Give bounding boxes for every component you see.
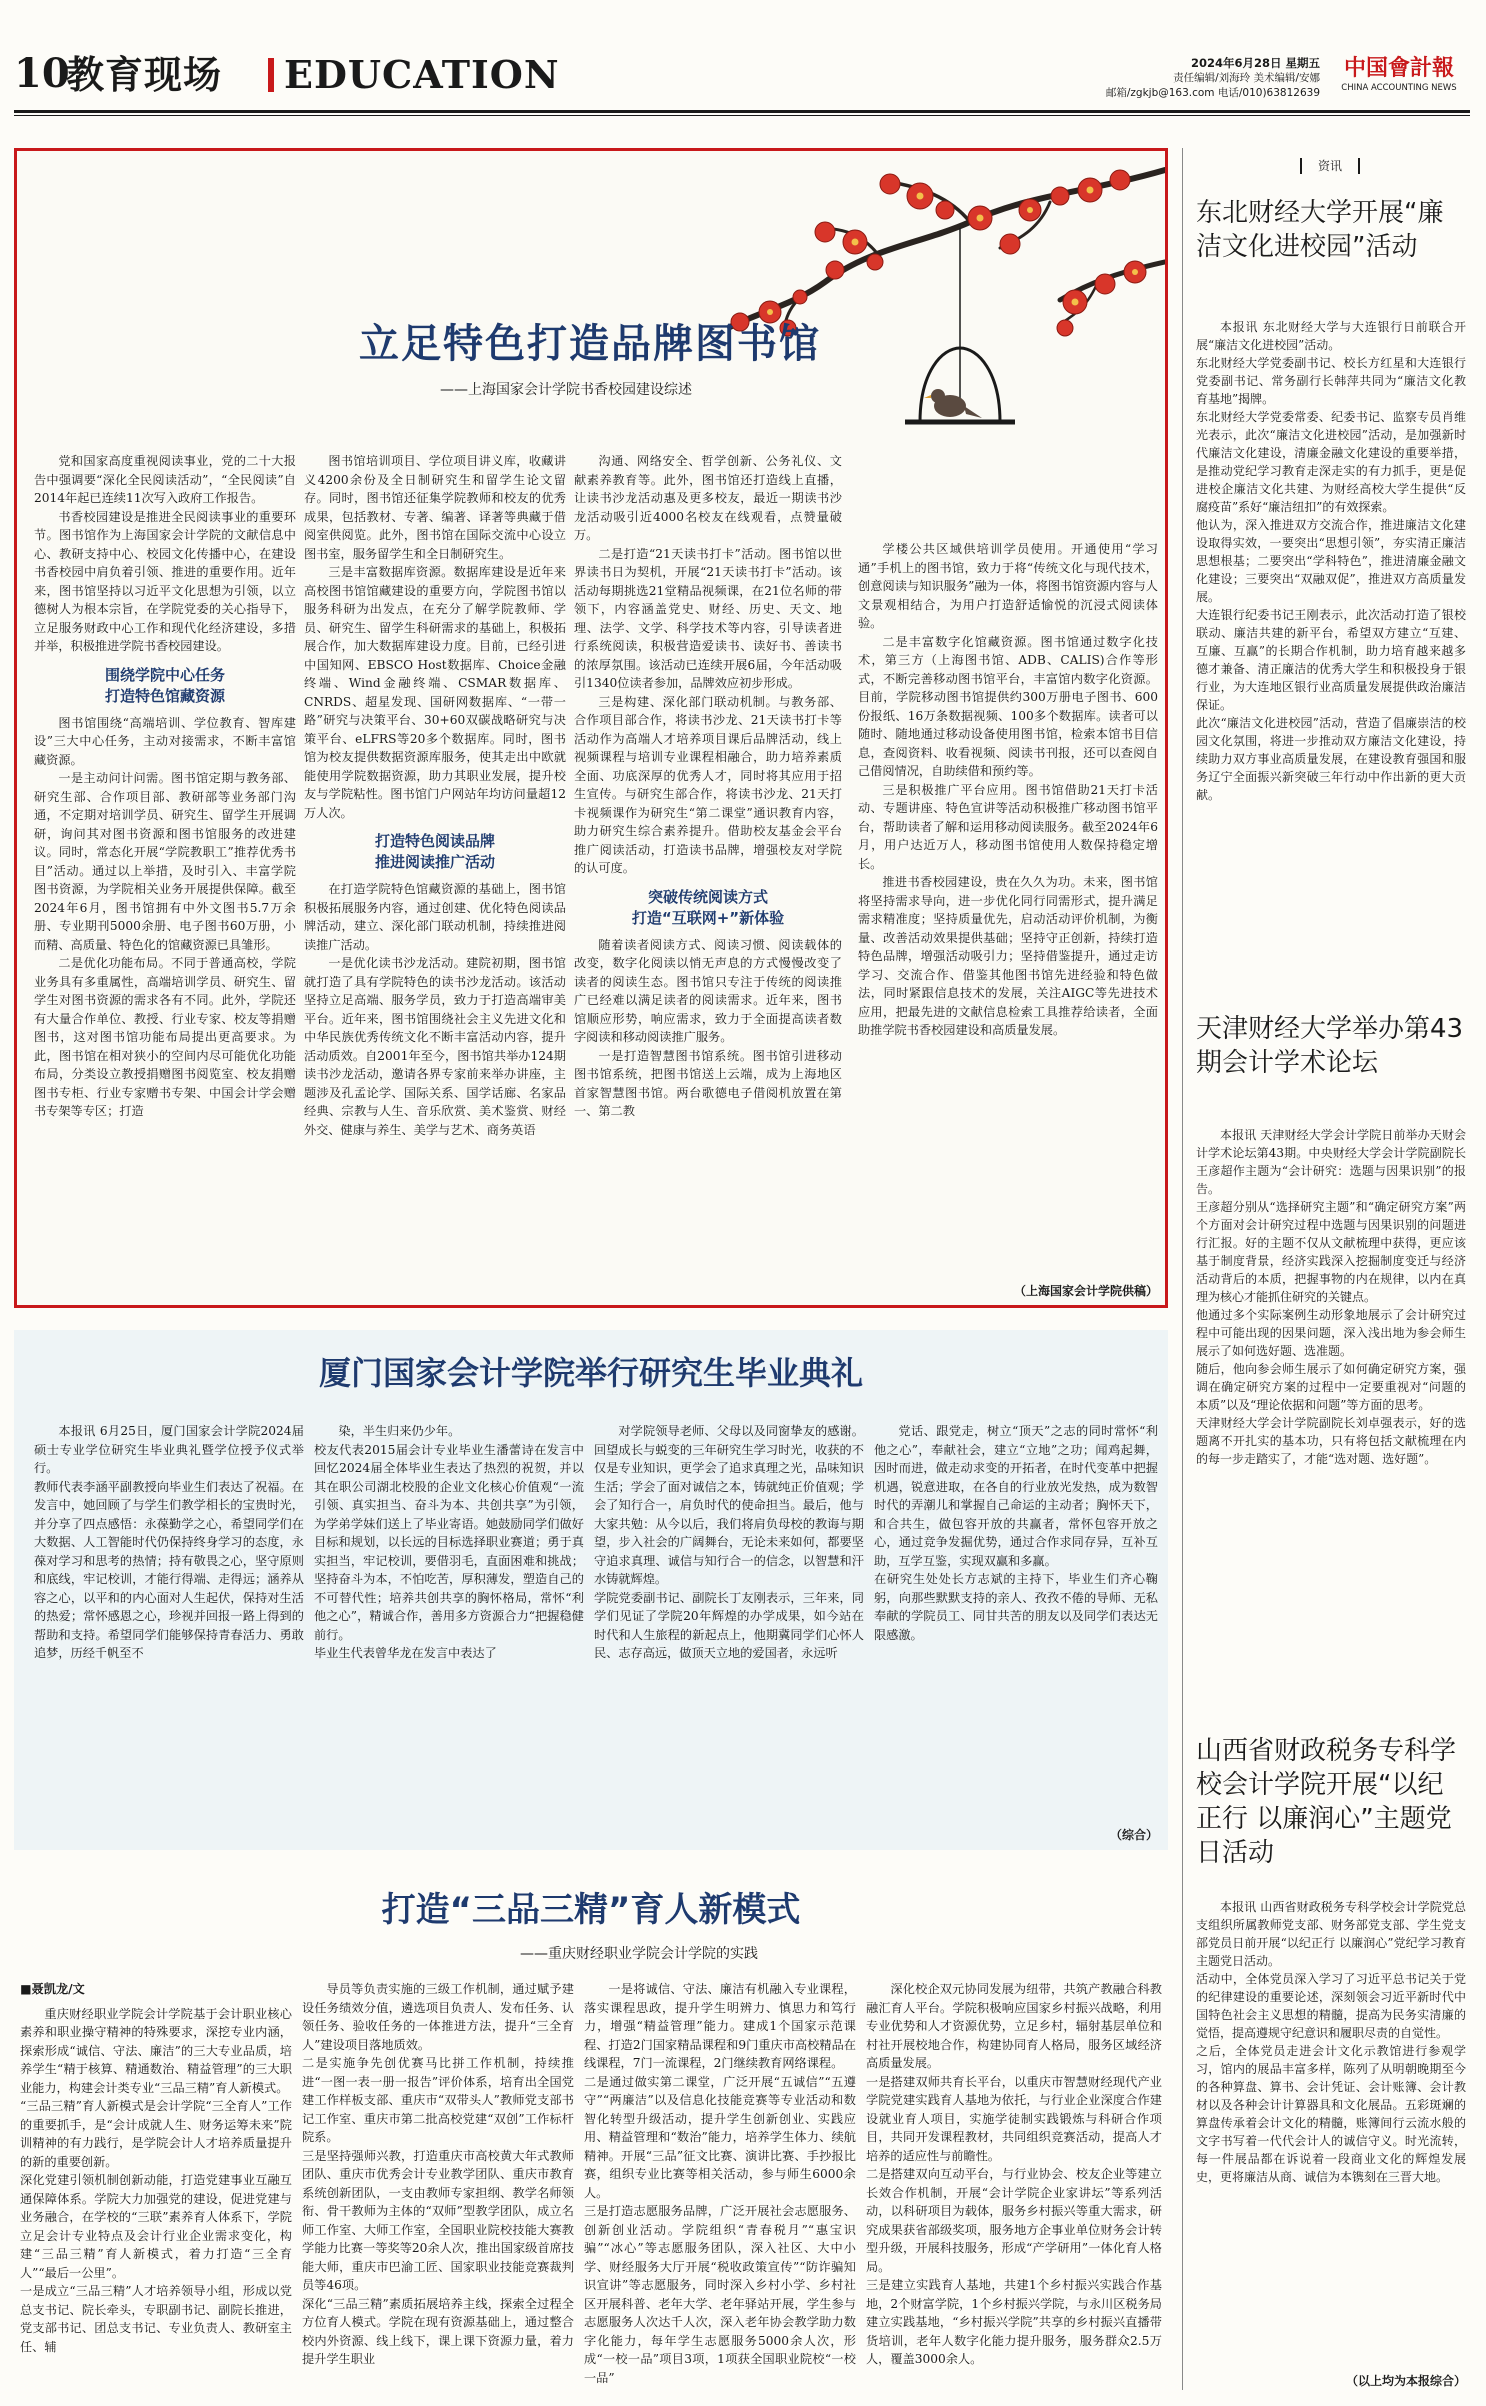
- feature-credit: （上海国家会计学院供稿）: [1013, 1284, 1158, 1298]
- paper-name-en: CHINA ACCOUNTING NEWS: [1341, 83, 1457, 93]
- section-title-cn: 教育现场: [66, 53, 223, 97]
- paragraph: 三是积极推广平台应用。图书馆借助21天打卡活动、专题讲座、特色宣讲等活动积极推广移动图书馆平台，帮助读者了解和运用移动阅读服务。截至2024年6月，用户达近万人，移动图书馆使用人数保持稳定增长。: [858, 782, 1158, 871]
- sidebar-news-3-body: 本报讯 山西省财政税务专科学校会计学院党总支组织所属教师党支部、财务部党支部、学生党支部党员日前开展“以纪正行 以廉润心”党纪学习教育主题党日活动。 活动中，全体党员深入学习了习近平总书记关于党的纪律建设的重要论述，深刻领会习近平新时代中国特色社会主义思想的精髓，提高为民务实清廉的觉悟，提高遵规守纪意识和履职尽责的自觉性。 之后，全体党员走进会计文化示教馆进行参观学习，馆内的展品丰富多样，陈列了从明朝晚期至今的各种算盘、算书、会计凭证、会计账簿、会计教材以及各种会计计算器具和文化展品。五彩斑斓的算盘传承着会计文化的精髓，账簿间行云流水般的文字书写着一代代会计人的诚信守义。时光流转，每一件展品都在诉说着一段商业文化的辉煌发展史，更将廉洁从商、诚信为本镌刻在三晋大地。: [1196, 1900, 1466, 2184]
- paragraph: 推进书香校园建设，贵在久久为功。未来，图书馆将坚持需求导向，进一步优化同行同需形式，提升满足需求精准度；坚持质量优先，启动活动评价机制，为衡量、改善活动效果提供基础；坚持守正创新，持续打造特色品牌，增强活动吸引力；坚持借鉴提升，通过走访学习、交流合作、借鉴其他图书馆先进经验和特色做法，同时紧跟信息技术的发展，关注AIGC等先进技术应用，把最先进的文献信息检索工具推荐给读者，全面助推学院书香校园建设和高质量发展。: [858, 875, 1158, 1037]
- sidebar-news-1-title: 东北财经大学开展“廉洁文化进校园”活动: [1196, 198, 1444, 262]
- bird: [924, 389, 982, 418]
- paragraph: 一是主动问计问需。图书馆定期与教务部、研究生部、合作项目部、教研部等业务部门沟通，不定期对培训学员、研究生、留学生开展调研，询问其对图书资源和图书馆服务的改进建议。同时，常态化开展“学院教职工”推荐优秀书目”活动。通过以上举措，及时引入、丰富学院图书资源，为学院相关业务开展提供保障。截至2024年6月，图书馆拥有中外文图书5.7万余册、专业期刊5000余册、电子图书60万册，小而精、高质量、特色化的馆藏资源已具雏形。: [34, 771, 296, 952]
- feature-column-3: [574, 452, 842, 1302]
- header-rule-thin: [14, 115, 1470, 116]
- paragraph: 一是优化读书沙龙活动。建院初期，图书馆就打造了具有学院特色的读书沙龙活动。该活动坚持立足高端、服务学员，致力于打造高端审美平台。近年来，图书馆围绕社会主义先进文化和中华民族优秀传统文化不断丰富活动内容，提升活动质效。自2001年至今，图书馆共举办124期读书沙龙活动，邀请各界专家前来举办讲座，主题涉及孔孟论学、国际关系、国学话廊、名家品经典、宗教与人生、音乐欣赏、美术鉴赏、财经外交、健康与养生、美学与艺术、商务英语: [304, 956, 566, 1137]
- birdcage-perch: [905, 228, 1015, 422]
- feature-column-2: [304, 452, 566, 1302]
- sidebar-news-3-title: 山西省财政税务专科学校会计学院开展“以纪正行 以廉润心”主题党日活动: [1196, 1736, 1457, 1868]
- xiamen-column-2: 染，半生归来仍少年。 校友代表2015届会计专业毕业生潘蕾诗在发言中回忆2024届全体毕业生表达了热烈的祝贺，并以其在职公司湖北校股的企业文化核心价值观“一流引领、真实担当、奋斗为本、共创共享”为引领，为学弟学妹们送上了毕业寄语。她鼓励同学们做好目标和规划，以长远的目标选择职业赛道；勇于真实担当，牢记校训，要借羽毛，直面困难和挑战；坚持奋斗为本，不怕吃苦，厚积薄发，塑造自己的不可替代性；培养共创共享的胸怀格局，常怀“利他之心”，精诚合作，善用多方资源合力“把握稳健前行。 毕业生代表曾华龙在发言中表达了: [314, 1424, 584, 1660]
- sidebar-news-2-title: 天津财经大学举办第43期会计学术论坛: [1196, 1014, 1464, 1078]
- chongqing-column-2: 导员等负责实施的三级工作机制，通过赋予建设任务绩效分值，遴选项目负责人、发布任务、认领任务、验收任务的一体推进方法，提升“三全育人”建设项目落地质效。 二是实施争先创优赛马比拼工作机制，持续推进“一图一表一册一报告”评价体系，培育出全国党建工作样板支部、重庆市“双带头人”教师党支部书记工作室、重庆市第二批高校党建“双创”工作标杆院系。 三是坚持强师兴教，打造重庆市高校黄大年式教师团队、重庆市优秀会计专业教学团队、重庆市教育系统创新团队，一支由教师专家担纲、教学名师领衔、骨干教师为主体的“双师”型教学团队，成立名师工作室、大师工作室，全国职业院校技能大赛教学能力比赛一等奖等20余人次，推出国家级首席技能大师，重庆市巴渝工匠、国家职业技能竞赛裁判员等46项。 深化“三品三精”素质拓展培养主线，探索全过程全方位育人模式。学院在现有资源基础上，通过整合校内外资源、线上线下，课上课下资源力量，着力提升学生职业: [302, 1982, 574, 2366]
- feature-subhead-2: 打造特色阅读品牌 推进阅读推广活动: [374, 832, 495, 871]
- xiamen-column-4: 党话、跟党走，树立“顶天”之志的同时常怀“利他之心”，奉献社会，建立“立地”之功；闻鸡起舞，因时而进，做走动求变的开拓者，在时代变革中把握机遇，锐意进取，在各自的行业放光发热，成为数智时代的弄潮儿和掌握自己命运的主动者；胸怀天下，和合共生，做包容开放的共赢者，常怀包容开放之心，通过竞争发掘优势，通过合作求同存异，互补互助，互学互鉴，实现双赢和多赢。 在研究生处处长方志斌的主持下，毕业生们齐心鞠躬，向那些默默支持的亲人、孜孜不倦的导师、无私奉献的学院员工、同甘共苦的朋友以及同学们表达无限感激。: [874, 1424, 1158, 1642]
- page-number: 10: [14, 50, 70, 97]
- feature-subtitle: ——上海国家会计学院书香校园建设综述: [440, 382, 692, 398]
- paragraph: 二是打造“21天读书打卡”活动。图书馆以世界读书日为契机，开展“21天读书打卡”活动。该活动每期挑选21堂精品视频课，在21位名师的带领下，内容涵盖党史、财经、历史、天文、地理、法学、文学、科学技术等内容，引导读者进行系统阅读，积极营造爱读书、读好书、善读书的浓厚氛围。该活动已连续开展6届，今年活动吸引1340位读者参加，品牌效应初步形成。: [574, 546, 842, 690]
- section-divider: [268, 58, 274, 92]
- paragraph: 学楼公共区域供培训学员使用。开通使用“学习通”手机上的图书馆，致力于将“传统文化与现代技术，创意阅读与知识服务”融为一体，将图书馆资源内容与人文景观相结合，为用户打造舒适愉悦的沉浸式阅读体验。: [858, 542, 1158, 630]
- feature-col1-intro: [34, 452, 296, 656]
- paper-logo: [1330, 54, 1468, 94]
- xiamen-column-3: 对学院领导老师、父母以及同窗挚友的感谢。回望成长与蜕变的三年研究生学习时光，收获的不仅是专业知识，更学会了追求真理之光，品味知识生活；学会了面对诚信之本，铸就纯正价值观；学会了知行合一，肩负时代的使命担当。最后，他与大家共勉：从今以后，我们将肩负母校的教诲与期望，步入社会的广阔舞台，无论未来如何，都要坚守追求真理、诚信与知行合一的信念，以智慧和汗水铸就辉煌。 学院党委副书记、副院长丁友刚表示，三年来，同学们见证了学院20年辉煌的办学成果，如今站在时代和人生旅程的新起点上，他期冀同学们心怀人民、志存高远，做顶天立地的爱国者，永远听: [594, 1424, 864, 1660]
- feature-col1-body: [34, 714, 296, 1121]
- sidebar-news-2-body: 本报讯 天津财经大学会计学院日前举办天财会计学术论坛第43期。中央财经大学会计学院副院长王彦超作主题为“会计研究：选题与因果识别”的报告。 王彦超分别从“选择研究主题”和“确定研究方案”两个方面对会计研究过程中选题与因果识别的问题进行汇报。好的主题不仅从文献梳理中获得，更应该基于制度背景，经济实践深入挖掘制度变迁与经济活动背后的本质，把握事物的内在规律，以内在真理为核心才能抓住研究的关键点。 他通过多个实际案例生动形象地展示了会计研究过程中可能出现的因果问题，深入浅出地为参会师生展示了如何选好题、选准题。 随后，他向参会师生展示了如何确定研究方案，强调在确定研究方案的过程中一定要重视对“问题的本质”以及“理论依据和问题”等方面的思考。 天津财经大学会计学院副院长刘卓强表示，好的选题离不开扎实的基本功，只有将包括文献梳理在内的每一步走踏实了，才能“选对题、选好题”。: [1196, 1128, 1466, 1466]
- paragraph: 在打造学院特色馆藏资源的基础上，图书馆积极拓展服务内容，通过创建、优化特色阅读品牌活动，建立、深化部门联动机制，持续推进阅读推广活动。: [304, 882, 566, 952]
- chongqing-column-4: 深化校企双元协同发展为纽带，共筑产教融合科教融汇育人平台。学院积极响应国家乡村振兴战略，利用专业优势和人才资源优势，立足乡村，辐射基层单位和村社开展校地合作，构建协同育人格局，服务区域经济高质量发展。 一是搭建双师共育长平台，以重庆市智慧财经现代产业学院党建实践育人基地为依托，与行业企业深度合作建设就业育人项目，实施学徒制实践锻炼与科研合作项目，共同开发课程教材，共同组织竞赛活动，提高人才培养的适应性与前瞻性。 二是搭建双向互动平台，与行业协会、校友企业等建立长效合作机制，开展“会计学院企业家讲坛”等系列活动，以科研项目为载体，服务乡村振兴等重大需求，研究成果获省部级奖项，服务地方企事业单位财务会计转型升级，开展科技服务，形成“产学研用”一体化育人格局。 三是建立实践育人基地，共建1个乡村振兴实践合作基地，2个财富学院，1个乡村振兴学院，与永川区税务局建立实践基地，“乡村振兴学院”共享的乡村振兴直播带货培训，老年人数字化能力提升服务，服务群众2.5万人，覆盖3000余人。: [866, 1982, 1162, 2366]
- xiamen-title: 厦门国家会计学院举行研究生毕业典礼: [318, 1354, 863, 1392]
- chongqing-author: ■聂凯龙/文: [20, 1982, 85, 1996]
- sidebar-tag: 资讯: [1300, 158, 1360, 174]
- feature-col2-intro: [304, 452, 566, 822]
- feature-col3-body: [574, 936, 842, 1121]
- blossoms: [731, 170, 1146, 336]
- section-title-en: EDUCATION: [284, 52, 560, 97]
- paragraph: 图书馆培训项目、学位项目讲义库，收藏讲义4200余份及全日制研究生和留学生论文留存。同时，图书馆还征集学院教师和校友的优秀成果，包括教材、专著、编著、译著等典藏于借阅室供阅览。此外，图书馆在国际交流中心设立图书室，服务留学生和全日制研究生。: [304, 454, 566, 561]
- feature-col2-body: [304, 880, 566, 1139]
- paragraph: 三是构建、深化部门联动机制。与教务部、合作项目部合作，将读书沙龙、21天读书打卡等活动作为高端人才培养项目课后品牌活动，线上视频课程与培训专业课程相融合，助力培养素质全面、功底深厚的优秀人才，同时将其应用于招生宣传。与研究生部合作，将读书沙龙、21天打卡视频课作为研究生“第二课堂”通识教育内容，助力研究生综合素养提升。借助校友基金会平台推广阅读活动，打造读书品牌，增强校友对学院的认可度。: [574, 694, 842, 875]
- header-rule: [14, 110, 1470, 113]
- paragraph: 图书馆围绕“高端培训、学位教育、智库建设”三大中心任务，主动对接需求，不断丰富馆藏资源。: [34, 715, 296, 767]
- chongqing-column-3: 一是将诚信、守法、廉洁有机融入专业课程，落实课程思政，提升学生明辨力、慎思力和笃行力，增强“精益管理”能力。建成1个国家示范课程、打造2门国家精品课程和9门重庆市高校精品在线课程，7门一流课程，2门继续教育网络课程。 二是通过做实第二课堂，广泛开展“五诚信”“五遵守”“两廉洁”以及信息化技能竞赛等专业活动和数智化转型升级活动，提升学生创新创业、实践应用、精益管理和“数治”能力，培养学生体力、续航精神。开展“三品”征文比赛、演讲比赛、手抄报比赛，组织专业比赛等相关活动，参与师生6000余人。 三是打造志愿服务品牌，广泛开展社会志愿服务、创新创业活动。学院组织“青春税月”“惠宝识骗”“冰心”等志愿服务团队，深入社区、大中小学、财经服务大厅开展“税收政策宣传”“防诈骗知识宣讲”等志愿服务，同时深入乡村小学、乡村社区开展科普、老年大学、老年驿站开展，学生参与志愿服务人次达千人次，深入老年协会教学助力数字化能力，每年学生志愿服务5000余人次，形成“一校一品”项目3项，1项获全国职业院校“一校一品”: [584, 1982, 856, 2385]
- feature-column-4: [858, 540, 1158, 1280]
- issue-date: 2024年6月28日 星期五: [1190, 56, 1320, 70]
- feature-col4-body: [858, 540, 1158, 1040]
- paragraph: 随着读者阅读方式、阅读习惯、阅读载体的改变，数字化阅读以悄无声息的方式慢慢改变了读者的阅读生态。图书馆只专注于传统的阅读推广已经难以满足读者的阅读需求。近年来，图书馆顺应形势，响应需求，致力于全面提高读者数字阅读和移动阅读推广服务。: [574, 937, 842, 1044]
- sidebar-credit: （以上均为本报综合）: [1345, 2374, 1466, 2388]
- feature-column-1: [34, 452, 296, 1302]
- chongqing-column-1: ■聂凯龙/文 重庆财经职业学院会计学院基于会计职业核心素养和职业操守精神的特殊要求，深挖专业内涵，探索形成“诚信、守法、廉洁”的三大专业品质，培养学生“精于核算、精通数治、精益管理”的三大职业能力，构建会计类专业“三品三精”育人新模式。 “三品三精”育人新模式是会计学院“三全育人”工作的重要抓手，是“会计成就人生、财务运筹未来”院训精神的有力践行，是学院会计人才培养质量提升的新的重要创新。 深化党建引领机制创新动能，打造党建事业互融互通保障体系。学院大力加强党的建设，促进党建与业务融合，在学校的“三联”素养育人体系下，学院立足会计专业特点及会计行业企业需求变化，构建“三品三精”育人新模式，着力打造“三全育人”“最后一公里”。 一是成立“三品三精”人才培养领导小组，形成以党总支书记、院长牵头，专职副书记、副院长推进，党支部书记、团总支书记、专业负责人、教研室主任、辅: [20, 1982, 292, 2354]
- editors: 责任编辑/刘海玲 美术编辑/安娜: [1173, 72, 1320, 84]
- sidebar-news-1-body: 本报讯 东北财经大学与大连银行日前联合开展“廉洁文化进校园”活动。 东北财经大学党委副书记、校长方红星和大连银行党委副书记、常务副行长韩萍共同为“廉洁文化教育基地”揭牌。 东北财经大学党委常委、纪委书记、监察专员肖维光表示，此次“廉洁文化进校园”活动，是加强新时代廉洁文化建设，清廉金融文化建设的重要举措，是推动党纪学习教育走深走实的有力抓手，更是促进校企廉洁文化共建、为财经高校大学生提供“反腐疫苗”系好“廉洁纽扣”的有效探索。 他认为，深入推进双方交流合作，推进廉洁文化建设取得实效，一要突出“思想引领”，夯实清正廉洁思想根基；二要突出“学科特色”，推进清廉金融文化建设；三要突出“双融双促”，推进双方高质量发展。 大连银行纪委书记王刚表示，此次活动打造了银校联动、廉洁共建的新平台，希望双方建立“互建、互廉、互赢”的长期合作机制，助力培育越来越多德才兼备、清正廉洁的优秀大学生和积极投身于银行业，为大连地区银行业高质量发展提供政治廉洁保证。 此次“廉洁文化进校园”活动，营造了倡廉崇洁的校园文化氛围，将进一步推动双方廉洁文化建设，持续助力双方事业高质量发展，在建设教育强国和服务辽宁全面振兴新突破三年行动中作出新的更大贡献。: [1196, 320, 1466, 802]
- paragraph: 一是打造智慧图书馆系统。图书馆引进移动图书馆系统，把图书馆送上云端，成为上海地区首家智慧图书馆。两台歌德电子借阅机放置在第一、第二教: [574, 1048, 842, 1118]
- xiamen-column-1: 本报讯 6月25日，厦门国家会计学院2024届硕士专业学位研究生毕业典礼暨学位授予仪式举行。 教师代表李涵平副教授向毕业生们表达了祝福。在发言中，她回顾了与学生们教学相长的宝贵时光，并分享了四点感悟：永葆勤学之心，希望同学们在大数据、人工智能时代仍保持终身学习的态度，永葆对学习和思考的热情；持有敬畏之心，坚守原则和底线，牢记校训，才能行得端、走得远；涵养从容之心，以平和的内心面对人生起伏，保持对生活的热爱；常怀感恩之心，珍视并回报一路上得到的帮助和支持。希望同学们能够保持青春活力、勇敢追梦，历经千帆至不: [34, 1424, 304, 1660]
- paragraph: 二是丰富数字化馆藏资源。图书馆通过数字化技术，第三方（上海图书馆、ADB、CALIS)合作等形式，不断完善移动图书馆平台，丰富馆内数字化资源。目前，学院移动图书馆提供约300万册电子图书、600份报纸、16万条数据视频、100多个数据库。读者可以随时、随地通过移动设备使用图书馆，检索本馆书目信息，查阅资料、收看视频、阅读书刊报，还可以查阅自己借阅情况，自助续借和预约等。: [858, 634, 1158, 778]
- contact: 邮箱/zgkjb@163.com 电话/010)63812639: [1105, 87, 1320, 99]
- sidebar-divider: [1182, 148, 1183, 2390]
- paragraph: 三是丰富数据库资源。数据库建设是近年来高校图书馆馆藏建设的重要方向，学院图书馆以服务科研为出发点，在充分了解学院教师、学员、研究生、留学生科研需求的基础上，积极拓展合作，加大数据库建设力度。目前，已经引进中国知网、EBSCO Host数据库、Choice金融终端、Wind金融终端、CSMAR数据库、CNRDS、超星发现、国研网数据库、“一带一路”研究与决策平台、30+60双碳战略研究与决策平台、eLFRS等20多个数据库。同时，图书馆为校友提供数据资源库服务，使其走出中欧就能使用学院数据资源，助力其职业发展，提升校友与学院粘性。图书馆门户网站年均访问量超12万人次。: [304, 565, 566, 820]
- chongqing-subtitle: ——重庆财经职业学院会计学院的实践: [520, 1946, 758, 1962]
- issue-info: [1096, 56, 1320, 101]
- paragraph: 沟通、网络安全、哲学创新、公务礼仪、文献素养教育等。此外，图书馆还打造线上直播，让读书沙龙活动惠及更多校友，最近一期读书沙龙活动吸引近4000名校友在线观看，点赞量破万。: [574, 454, 842, 542]
- feature-subhead-1: 围绕学院中心任务 打造特色馆藏资源: [104, 665, 225, 705]
- xiamen-credit: （综合）: [1109, 1828, 1158, 1842]
- paragraph: 书香校园建设是推进全民阅读事业的重要环节。图书馆作为上海国家会计学院的文献信息中心、教研支持中心、校园文化传播中心，在建设书香校园中肩负着引领、推进的重要作用。近年来，图书馆坚持以习近平文化思想为引领，以立德树人为根本宗旨，在学院党委的关心指导下，立足服务财政中心工作和现代化经济建设，多措并举，积极推进学院书香校园建设。: [34, 509, 296, 653]
- feature-col3-intro: [574, 452, 842, 878]
- paragraph: 二是优化功能布局。不同于普通高校，学院业务具有多重属性，高端培训学员、研究生、留学生对图书资源的需求各有不同。此外，学院还有大量合作单位、教授、行业专家、校友等捐赠图书，这对图书馆功能布局提出更高要求。为此，图书馆在相对狭小的空间内尽可能优化功能布局，分类设立教授捐赠图书阅览室、校友捐赠图书专柜、行业专家赠书专架、中国会计学会赠书专架等专区；打造: [34, 956, 296, 1118]
- feature-subhead-3: 突破传统阅读方式 打造“互联网+”新体验: [631, 887, 785, 927]
- masthead: [14, 46, 1470, 106]
- paper-name-cn: 中国會計報: [1343, 55, 1454, 81]
- plum-blossom-illustration: [620, 152, 1165, 482]
- chongqing-title: 打造“三品三精”育人新模式: [381, 1890, 801, 1930]
- feature-title: 立足特色打造品牌图书馆: [359, 321, 821, 367]
- paragraph: 党和国家高度重视阅读事业，党的二十大报告中强调要“深化全民阅读活动”，“全民阅读”自2014年起已连续11次写入政府工作报告。: [34, 454, 296, 505]
